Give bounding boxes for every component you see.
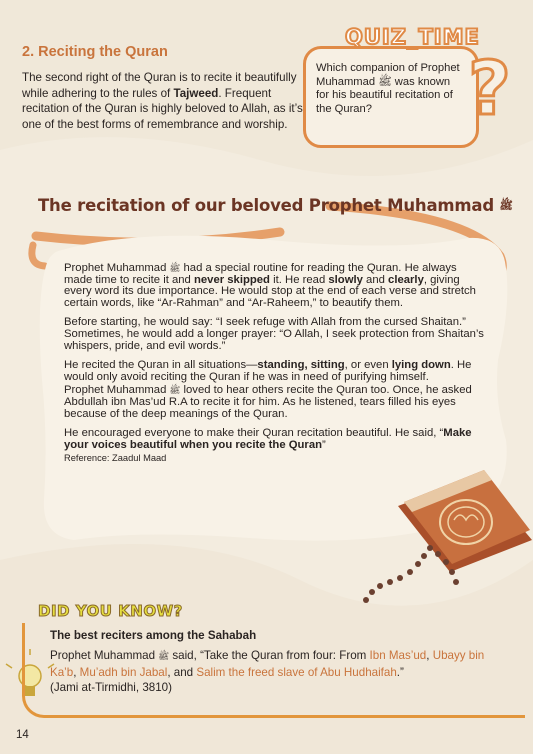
story-paragraph-1: Prophet Muhammad ﷺ had a special routine for reading the Quran. He always made time to recite it and never skipped it. He read slowly and clearly, giving every word its due importance. He would stop at the end of each verse and stretch certain words, like “Ar-Rahman” and “Ar-Raheem,” to beautify them. <box>64 262 476 309</box>
pbuh-symbol: ﷺ <box>499 198 513 212</box>
main-heading: The recitation of our beloved Prophet Muhammad ﷺ <box>38 196 513 215</box>
did-you-know-title: DID YOU KNOW? <box>38 602 183 620</box>
source-citation: (Jami at-Tirmidhi, 3810) <box>50 681 172 695</box>
question-mark-icon: ? <box>468 46 511 132</box>
reference: Reference: Zaadul Maad <box>64 453 167 464</box>
section-title: 2. Reciting the Quran <box>22 44 168 60</box>
story-paragraph-2: Before starting, he would say: “I seek refuge with Allah from the cursed Shaitan.” <box>64 316 466 329</box>
did-you-know-subtitle: The best reciters among the Sahabah <box>50 629 257 642</box>
did-you-know-text: Prophet Muhammad ﷺ said, “Take the Quran from four: From Ibn Mas’ud, Ubayy bin Ka’b, Mu’adh bin Jabal, and Salim the freed slave of Abu Hudhaifah.” (Jami at-Tirmidhi, 3810) <box>50 649 485 695</box>
quiz-title: QUIZ_TIME <box>345 25 480 49</box>
story-text <box>64 263 484 473</box>
page-number: 14 <box>16 729 29 741</box>
quiz-question: Which companion of Prophet Muhammad ﷺ was known for his beautiful recitation of the Quran? <box>316 62 460 115</box>
story-paragraph-2b: Sometimes, he would add a longer prayer: “O Allah, I seek protection from Shaitan’s whispers, pride, and evil words.” <box>64 327 484 352</box>
story-paragraph-4: Prophet Muhammad ﷺ loved to hear others recite the Quran too. Once, he asked Abdullah ibn Mas’ud R.A to recite it for him. As he listened, tears filled his eyes because of the deep meanings of the Quran. <box>64 384 472 420</box>
story-paragraph-5: He encouraged everyone to make their Quran recitation beautiful. He said, “Make your voices beautiful when you recite the Quran” <box>64 427 472 451</box>
section-body: The second right of the Quran is to recite it beautifully while adhering to the rules of Tajweed. Frequent recitation of the Quran is highly beloved to Allah, as it’s one of the best forms of remembrance and worship. <box>22 71 303 131</box>
story-paragraph-3: He recited the Quran in all situations—standing, sitting, or even lying down. He would only avoid reciting the Quran if he was in need of purifying himself. <box>64 359 472 383</box>
